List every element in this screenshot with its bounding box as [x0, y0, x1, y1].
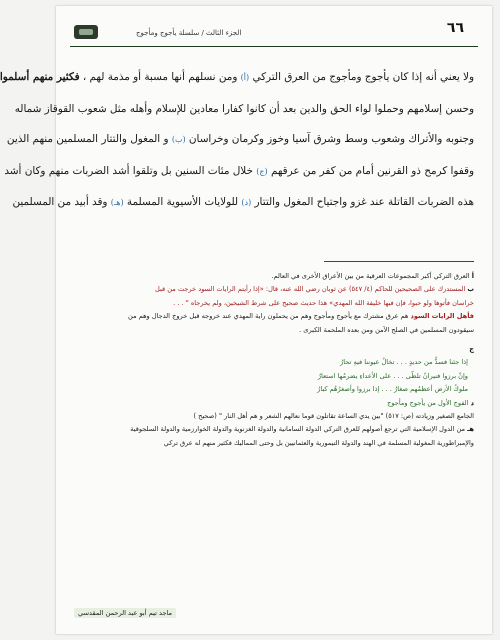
main-line-1: ولا يعني أنه إذا كان يأجوج ومأجوج من العرق التركي (أ) ومن نسلهم أنها مسبة أو مذمة لهم ، فكثير منهم أسلموا	[0, 71, 474, 83]
book-logo-icon	[74, 25, 98, 39]
footnote-c-intro-line-1: فأهل الرايات السود هم عرق مشترك مع يأجوج ومأجوج وهم من يحملون راية المهدي عند خروجه قبل خروج الدجال وهم من	[128, 312, 474, 321]
page-number: ٦٦	[446, 20, 464, 36]
document-page	[0, 6, 492, 634]
footnote-a: أ العرق التركي أكبر المجموعات العرقية من بين الأعراق الأخرى في العالم.	[271, 272, 474, 280]
footnotes-section	[74, 270, 474, 450]
main-line-4: وقفوا كرمح ذو القرنين أمام من كفر من عرقهم (ج) خلال مئات السنين بل وتلقوا أشد الضربات منهم وكان أشد	[4, 164, 474, 177]
footnote-b-line-2: خراسان فأتوها ولو حبوا، فإن فيها خليفة الله المهدي» هذا حديث صحيح على شرط الشيخين، ولم يخرجاه " . . .	[173, 298, 474, 307]
page-header	[70, 20, 478, 47]
footnote-ref[interactable]: (هـ)	[110, 198, 124, 207]
main-line-3: وجنوبه والأتراك وشعوب وسط وشرق آسيا وخوز وكرمان وخراسان (ب) و المغول والتتار المسلمين منهم الذين	[6, 133, 474, 145]
footnote-ref[interactable]: (د)	[241, 198, 252, 207]
footnote-e-line-3: والإمبراطورية المغولية المسلمة في الهند والدولة التيمورية والعثمانيين بل وحتى المماليك فكثير منهم له عرق تركي	[163, 438, 474, 447]
author-credit: ماجد تيم أبو عبد الرحمن المقدسي	[74, 608, 176, 618]
poem-verse-2: وإنْ برزوا فنيرانٌ تلظّى . . . على الأعداءِ يضرمُها استعارُ	[317, 371, 468, 380]
footnote-c-intro-line-2: سيقودون المسلمين في الصلح الآمن ومن بعده الملحمة الكبرى .	[299, 325, 474, 334]
poem-verse-1: إذا جئنا فسدٌّ من حديدٍ . . . تخالُ عيوننا فيهِ تحارُ	[340, 358, 468, 367]
poem-verse-3: ملوكُ الأرض أعظمُهم صغارٌ . . . إذا برزوا وأصغرُهُم كبارُ	[317, 385, 468, 394]
header-title: الجزء الثالث / سلسلة يأجوج ومأجوج	[136, 29, 242, 37]
svg-text:المكتبة الإسلامية المنتظرة	[126, 236, 154, 249]
footnote-ref[interactable]: (أ)	[240, 73, 250, 82]
footnote-b-line-1: ب المستدرك على الصحيحين للحاكم (٤/ ٥٤٧) عن ثوبان رضي الله عنه، قال: «إذا رأيتم الرايات السود خرجت من قبل	[154, 285, 474, 294]
main-text	[0, 62, 474, 219]
footnote-d: د الفوج الأول من يأجوج ومأجوج	[387, 398, 474, 407]
footnote-e-line-2: هـ من الدول الإسلامية التي ترجع أصولهم للعرق التركي الدولة السامانية والدولة الغزنوية والدولة الخوارزمية والدولة السلجوقية	[130, 425, 474, 434]
main-line-2: وحسن إسلامهم وحملوا لواء الحق والدين بعد أن كانوا كفارا معادين للإسلام وأهله مثل شعوب القوقاز شماله	[14, 102, 474, 115]
footnote-e-line-1: الجامع الصغير وزيادته (ص: ٥١٧) "بين يدي الساعة تقاتلون قوما نعالهم الشعر و هم أهل النار " (صحيح )	[193, 412, 474, 421]
footnote-divider	[324, 261, 474, 262]
footnote-c-label: ج	[469, 345, 474, 354]
main-line-5: هذه الضربات القاتلة عند غزو واجتياح المغول والتتار (د) للولايات الأسيوية المسلمة (هـ) وقد أبيد من المسلمين	[12, 196, 474, 208]
watermark-text	[126, 236, 154, 249]
footnote-ref[interactable]: (ب)	[171, 135, 186, 144]
footnote-ref[interactable]: (ج)	[256, 166, 268, 176]
emphasis-text: فكثير منهم أسلموا	[0, 71, 80, 83]
